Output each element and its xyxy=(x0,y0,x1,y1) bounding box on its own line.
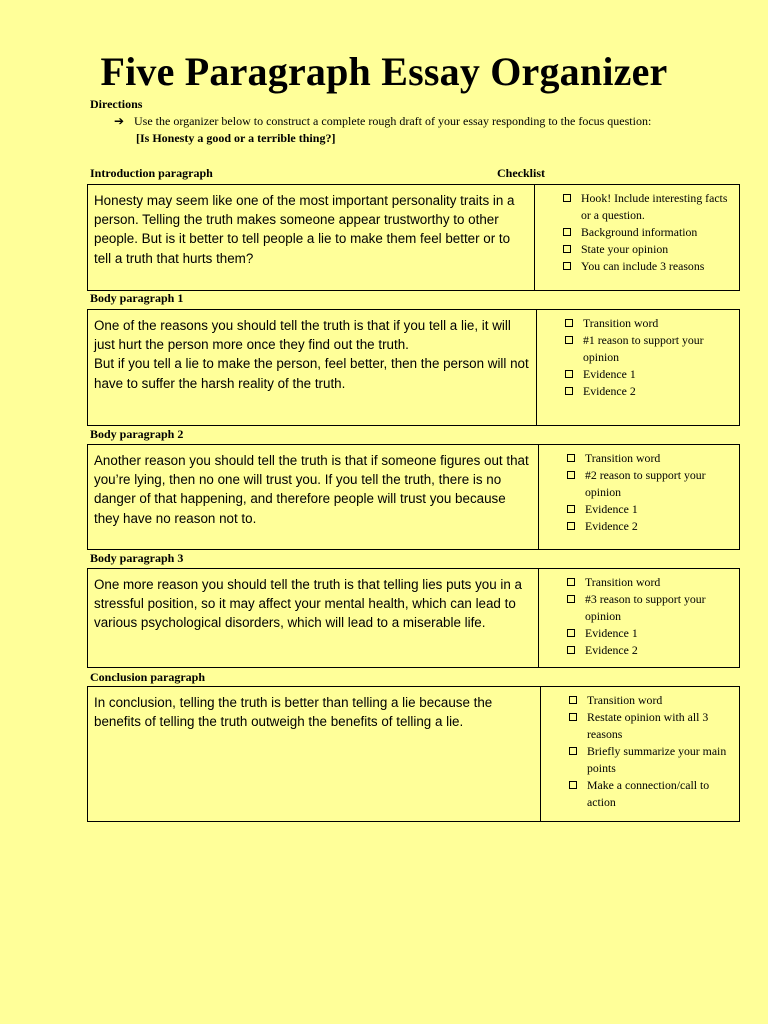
checklist-item-label: Hook! Include interesting facts or a question. xyxy=(581,191,728,222)
directions-label: Directions xyxy=(90,97,143,111)
focus-question: [Is Honesty a good or a terrible thing?] xyxy=(136,131,336,145)
checkbox[interactable] xyxy=(567,595,575,603)
checklist-item-label: Restate opinion with all 3 reasons xyxy=(587,710,709,741)
checkbox[interactable] xyxy=(563,245,571,253)
checklist xyxy=(541,687,739,821)
arrow-right-icon: ➔ xyxy=(114,114,125,128)
checklist-header: Checklist xyxy=(497,166,545,180)
checklist-item-label: Background information xyxy=(581,225,698,239)
checkbox[interactable] xyxy=(567,522,575,530)
checklist-item xyxy=(569,777,733,811)
checklist-item-label: Evidence 1 xyxy=(585,502,638,516)
checklist xyxy=(539,569,739,667)
checklist-item-label: State your opinion xyxy=(581,242,669,256)
checklist-item-label: Evidence 1 xyxy=(583,367,636,381)
checklist-item xyxy=(567,518,733,535)
section-box-introduction xyxy=(87,184,740,291)
checkbox[interactable] xyxy=(569,747,577,755)
checklist-item-label: You can include 3 reasons xyxy=(581,259,705,273)
section-label-conclusion: Conclusion paragraph xyxy=(90,670,206,684)
paragraph-textarea[interactable] xyxy=(88,185,535,290)
checklist-item xyxy=(563,258,733,275)
checklist-item xyxy=(569,743,733,777)
checkbox[interactable] xyxy=(567,454,575,462)
checklist-item xyxy=(567,467,733,501)
checklist-item xyxy=(565,366,733,383)
section-label-body-2: Body paragraph 2 xyxy=(90,427,184,441)
paragraph-textarea[interactable] xyxy=(88,445,539,549)
checklist-item-label: Evidence 1 xyxy=(585,626,638,640)
section-box-body-2 xyxy=(87,444,740,550)
checkbox[interactable] xyxy=(567,646,575,654)
checklist-item-label: Transition word xyxy=(587,693,663,707)
checklist-item xyxy=(569,692,733,709)
paragraph-text: Another reason you should tell the truth is that if someone figures out that you’re lying, then no one will trust you. If you tell the truth, there is no danger of that happening, and therefore people will trust you because they have no reason not to. xyxy=(94,453,529,526)
checklist-item xyxy=(567,501,733,518)
checklist-item xyxy=(567,642,733,659)
checklist-item-label: #1 reason to support your opinion xyxy=(583,333,704,364)
checklist-item-label: Evidence 2 xyxy=(583,384,636,398)
checklist-item-label: Transition word xyxy=(585,451,661,465)
paragraph-textarea[interactable] xyxy=(88,569,539,667)
checkbox[interactable] xyxy=(567,629,575,637)
checklist-item xyxy=(567,450,733,467)
page-title: Five Paragraph Essay Organizer xyxy=(100,49,668,94)
checklist-item-label: Transition word xyxy=(585,575,661,589)
checkbox[interactable] xyxy=(565,387,573,395)
checkbox[interactable] xyxy=(567,505,575,513)
section-label-body-1: Body paragraph 1 xyxy=(90,291,184,305)
paragraph-textarea[interactable] xyxy=(88,310,537,425)
paragraph-text: Honesty may seem like one of the most important personality traits in a person. Telling the truth makes someone appear trustworthy to other people. But is it better to tell people a lie to make them feel better or to tell a truth that hurts them? xyxy=(94,193,515,266)
checkbox[interactable] xyxy=(565,370,573,378)
checklist xyxy=(539,445,739,549)
checklist-item xyxy=(565,315,733,332)
directions-instruction xyxy=(114,114,651,129)
checkbox[interactable] xyxy=(565,336,573,344)
checklist-item xyxy=(563,190,733,224)
checklist-item xyxy=(567,625,733,642)
checkbox[interactable] xyxy=(569,781,577,789)
section-box-conclusion xyxy=(87,686,740,822)
checkbox[interactable] xyxy=(563,262,571,270)
paragraph-textarea[interactable] xyxy=(88,687,541,821)
checklist xyxy=(535,185,739,290)
checklist-item-label: Make a connection/call to action xyxy=(587,778,710,809)
paragraph-text: In conclusion, telling the truth is better than telling a lie because the benefits of telling the truth outweigh the benefits of telling a lie. xyxy=(94,695,493,730)
checklist-item-label: Evidence 2 xyxy=(585,643,638,657)
checklist-item xyxy=(563,241,733,258)
checklist-item-label: Evidence 2 xyxy=(585,519,638,533)
section-box-body-1 xyxy=(87,309,740,426)
checkbox[interactable] xyxy=(569,696,577,704)
checklist-item xyxy=(567,574,733,591)
checklist-item-label: Transition word xyxy=(583,316,659,330)
section-label-body-3: Body paragraph 3 xyxy=(90,551,184,565)
section-label-introduction: Introduction paragraph xyxy=(90,166,213,180)
checklist-item xyxy=(569,709,733,743)
section-box-body-3 xyxy=(87,568,740,668)
paragraph-text: One more reason you should tell the truth is that telling lies puts you in a stressful position, so it may affect your mental health, which can lead to various psychological disorders, which will lead to a miserable life. xyxy=(94,577,522,631)
checkbox[interactable] xyxy=(565,319,573,327)
checkbox[interactable] xyxy=(569,713,577,721)
paragraph-text: But if you tell a lie to make the person, feel better, then the person will not have to suffer the harsh reality of the truth. xyxy=(94,356,529,391)
checklist-item-label: #2 reason to support your opinion xyxy=(585,468,706,499)
checklist-item xyxy=(565,332,733,366)
checkbox[interactable] xyxy=(563,228,571,236)
checkbox[interactable] xyxy=(567,578,575,586)
checkbox[interactable] xyxy=(563,194,571,202)
checklist-item-label: #3 reason to support your opinion xyxy=(585,592,706,623)
checklist-item xyxy=(563,224,733,241)
checklist-item xyxy=(567,591,733,625)
directions-text: Use the organizer below to construct a complete rough draft of your essay responding to the focus question: xyxy=(134,114,652,128)
paragraph-text: One of the reasons you should tell the truth is that if you tell a lie, it will just hurt the person more once they find out the truth. xyxy=(94,318,511,353)
checklist xyxy=(537,310,739,425)
checklist-item-label: Briefly summarize your main points xyxy=(587,744,727,775)
checklist-item xyxy=(565,383,733,400)
checkbox[interactable] xyxy=(567,471,575,479)
